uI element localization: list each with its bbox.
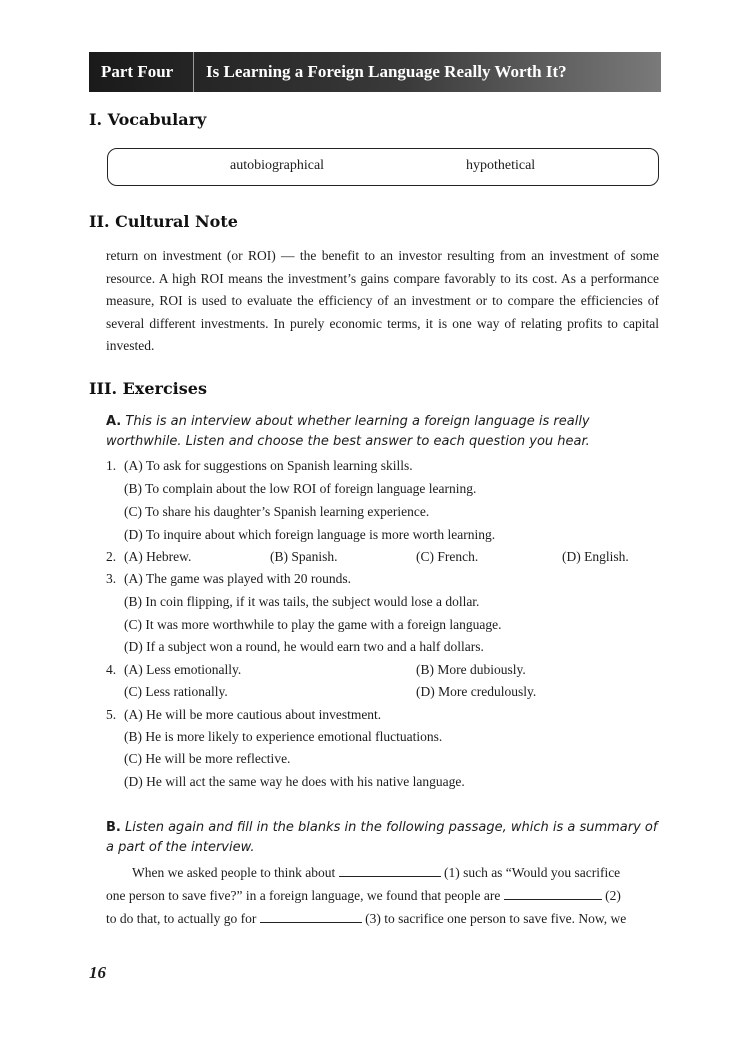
exercise-a-instruction [106, 412, 662, 452]
option-text: (C) It was more worthwhile to play the game with a foreign language. [124, 617, 502, 632]
passage-text: to do that, to actually go for [106, 911, 257, 926]
option-text: (D) To inquire about which foreign language is more worth learning. [124, 527, 496, 542]
option-text: (B) He is more likely to experience emotional fluctuations. [124, 729, 443, 744]
question-number: 4. [106, 662, 117, 677]
exercise-b-text: Listen again and fill in the blanks in the following passage, which is a summary of a part of the interview. [106, 820, 658, 855]
exercise-b-instruction [106, 818, 662, 858]
option-text: (C) French. [416, 549, 479, 564]
part-banner [89, 52, 661, 92]
cultural-note-text: return on investment (or ROI) — the benefit to an investor resulting from an investment of some resource. A high ROI means the investment’s gains compare favorably to its cost. As a performance measure, ROI is used to evaluate the efficiency of an investment or to compare the efficiencies of several different investments. In purely economic terms, it is one way of relating profits to capital invested. [106, 248, 659, 353]
banner-divider [193, 52, 194, 92]
section-heading-vocabulary: I. Vocabulary [89, 110, 207, 129]
fill-blank-1[interactable] [339, 864, 441, 877]
option-text: (A) He will be more cautious about investment. [124, 707, 382, 722]
part-label: Part Four [101, 62, 174, 81]
option-text: (B) To complain about the low ROI of foreign language learning. [124, 481, 477, 496]
exercise-a-text: This is an interview about whether learning a foreign language is really worthwhile. Listen and choose the best answer to each question you hear. [106, 414, 590, 449]
page-number: 16 [89, 963, 106, 982]
passage-line [106, 887, 621, 904]
option-text: (D) English. [562, 549, 629, 564]
option-text: (D) He will act the same way he does with his native language. [124, 774, 465, 789]
section-heading-cultural-note: II. Cultural Note [89, 212, 238, 231]
option-text: (D) If a subject won a round, he would earn two and a half dollars. [124, 639, 484, 654]
vocab-word: hypothetical [466, 158, 536, 173]
option-text: (B) More dubiously. [416, 662, 526, 677]
question-number: 2. [106, 549, 117, 564]
passage-line [132, 864, 620, 881]
option-text: (A) To ask for suggestions on Spanish learning skills. [124, 458, 413, 473]
exercise-b-label: B. [106, 820, 121, 835]
section-heading-exercises: III. Exercises [89, 379, 207, 398]
question-number: 3. [106, 571, 117, 586]
option-text: (C) He will be more reflective. [124, 751, 291, 766]
option-text: (B) In coin flipping, if it was tails, the subject would lose a dollar. [124, 594, 480, 609]
option-text: (A) The game was played with 20 rounds. [124, 571, 351, 586]
option-text: (C) To share his daughter’s Spanish learning experience. [124, 504, 430, 519]
passage-line [106, 910, 626, 927]
vocab-word: autobiographical [230, 158, 325, 173]
passage-text: (3) to sacrifice one person to save five. Now, we [365, 911, 627, 926]
passage-text: (2) [605, 888, 621, 903]
option-text: (A) Hebrew. [124, 549, 192, 564]
option-text: (D) More credulously. [416, 684, 537, 699]
exercise-a-label: A. [106, 414, 122, 429]
option-text: (B) Spanish. [270, 549, 338, 564]
passage-text: one person to save five?” in a foreign language, we found that people are [106, 888, 501, 903]
vocabulary-box [107, 148, 659, 186]
part-title: Is Learning a Foreign Language Really Worth It? [206, 62, 567, 81]
fill-blank-3[interactable] [260, 910, 362, 923]
passage-text: (1) such as “Would you sacrifice [443, 865, 621, 880]
question-number: 1. [106, 458, 117, 473]
passage-text: When we asked people to think about [132, 865, 336, 880]
option-text: (A) Less emotionally. [124, 662, 242, 677]
fill-blank-2[interactable] [504, 887, 602, 900]
question-number: 5. [106, 707, 117, 722]
option-text: (C) Less rationally. [124, 684, 228, 699]
